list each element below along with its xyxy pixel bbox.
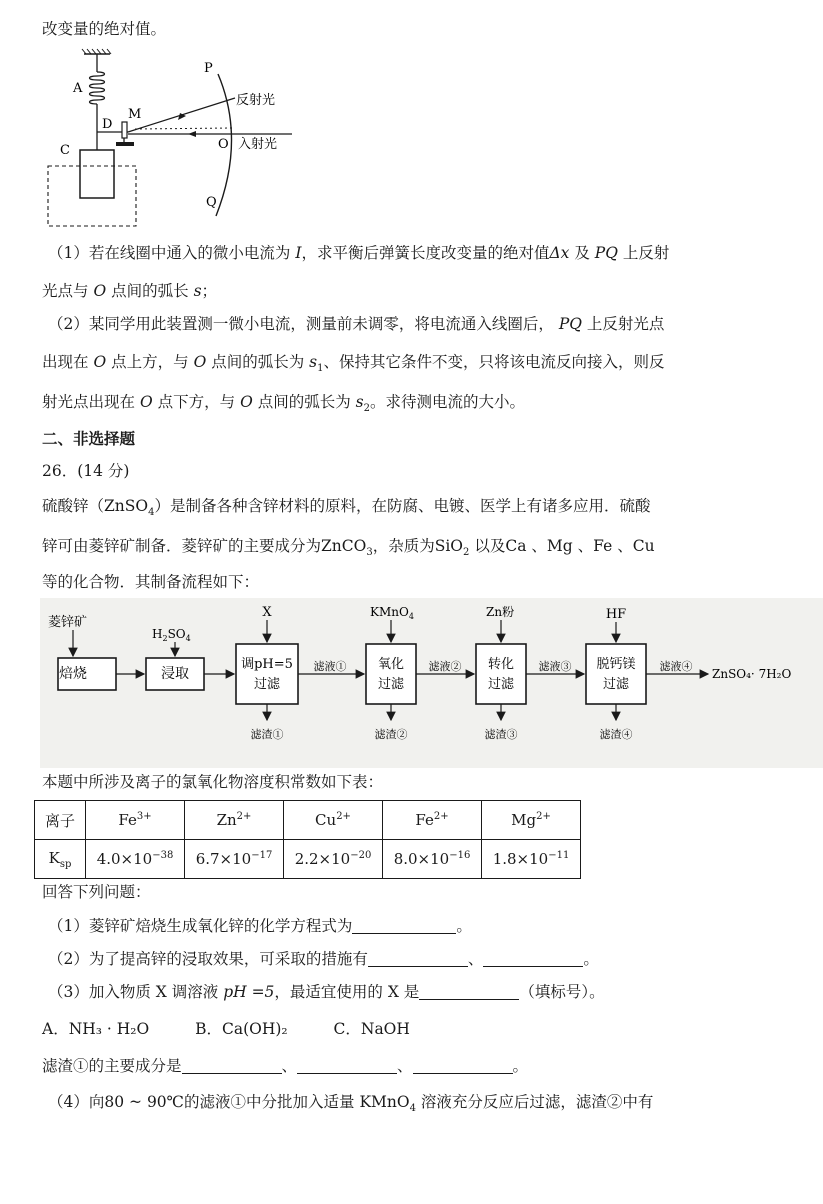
q1-line2: 光点与 O 点间的弧长 s； bbox=[42, 282, 218, 300]
box-decalcify: 脱钙镁 bbox=[596, 657, 636, 672]
label-O: O bbox=[218, 137, 229, 152]
input-x: X bbox=[262, 605, 272, 620]
label-C: C bbox=[60, 143, 70, 158]
a4-line: （4）向80 ~ 90℃的滤液①中分批加入适量 KMnO$_4$ 溶液充分反应后过滤，滤渣②中有 bbox=[48, 1093, 654, 1115]
box-adjust-ph: 调pH=5 bbox=[241, 657, 293, 672]
input-kmno4: KMnO$_4$ bbox=[370, 605, 414, 621]
table-cell: $Mg^{2+}$ bbox=[482, 801, 581, 840]
table-cell: $2.2\times 10^{-20}$ bbox=[284, 840, 383, 879]
filtrate-4: 滤液④ bbox=[659, 660, 693, 673]
table-row bbox=[35, 840, 581, 879]
product: ZnSO₄· 7H₂O bbox=[712, 667, 792, 681]
intro-line: 改变量的绝对值。 bbox=[42, 20, 167, 38]
section-title: 二、非选择题 bbox=[42, 430, 136, 448]
label-Q: Q bbox=[206, 195, 217, 210]
table-cell: $6.7\times 10^{-17}$ bbox=[185, 840, 284, 879]
residue-2: 滤渣② bbox=[374, 728, 408, 741]
a1-line: （1）菱锌矿焙烧生成氧化锌的化学方程式为 。 bbox=[48, 917, 472, 935]
answer-blank[interactable] bbox=[419, 983, 519, 1000]
box-convert: 转化 bbox=[487, 657, 515, 672]
answer-intro: 回答下列问题： bbox=[42, 883, 151, 901]
input-ore: 菱锌矿 bbox=[48, 615, 88, 630]
box-oxidize: 氧化 bbox=[377, 657, 405, 672]
option-a[interactable]: A．NH₃ · H₂O bbox=[42, 1020, 150, 1038]
input-hf: HF bbox=[605, 607, 627, 622]
label-incident: 入射光 bbox=[238, 137, 278, 152]
a3b-line: 滤渣①的主要成分是 、 、 。 bbox=[42, 1057, 529, 1075]
option-c[interactable]: C．NaOH bbox=[333, 1020, 410, 1038]
table-header-ion: 离子 bbox=[35, 801, 86, 840]
a3-line: （3）加入物质 X 调溶液 pH =5，最适宜使用的 X 是 （填标号）。 bbox=[48, 983, 605, 1001]
label-A: A bbox=[73, 81, 83, 96]
options-line bbox=[42, 1019, 410, 1039]
process-flowchart bbox=[40, 598, 823, 768]
q2-line2: 出现在 O 点上方，与 O 点间的弧长为 $s_1$、保持其它条件不变，只将该电流反向接入，则反 bbox=[42, 353, 665, 375]
q2-line3: 射光点出现在 O 点下方，与 O 点间的弧长为 $s_2$。求待测电流的大小。 bbox=[42, 393, 526, 415]
q2-line1: （2）某同学用此装置测一微小电流，测量前未调零，将电流通入线圈后， PQ 上反射光点 bbox=[48, 315, 665, 333]
table-cell: $8.0\times 10^{-16}$ bbox=[383, 840, 482, 879]
table-cell: $Fe^{2+}$ bbox=[383, 801, 482, 840]
a2-line: （2）为了提高锌的浸取效果，可采取的措施有 、 。 bbox=[48, 950, 599, 968]
input-h2so4: $H_2SO_4$ bbox=[152, 627, 191, 643]
residue-1: 滤渣① bbox=[250, 728, 284, 741]
answer-blank[interactable] bbox=[297, 1057, 397, 1074]
box-adjust-filter: 过滤 bbox=[253, 677, 281, 692]
label-P: P bbox=[204, 61, 213, 76]
answer-blank[interactable] bbox=[182, 1057, 282, 1074]
table-cell: $Cu^{2+}$ bbox=[284, 801, 383, 840]
para-line3: 等的化合物．其制备流程如下： bbox=[42, 573, 260, 591]
residue-3: 滤渣③ bbox=[484, 728, 518, 741]
filtrate-1: 滤液① bbox=[313, 660, 347, 673]
answer-blank[interactable] bbox=[483, 950, 583, 967]
label-reflected: 反射光 bbox=[236, 93, 276, 108]
q26-header: 26．(14 分) bbox=[42, 462, 130, 480]
input-zn: Zn粉 bbox=[486, 605, 515, 619]
q1-line1: （1）若在线圈中通入的微小电流为 I，求平衡后弹簧长度改变量的绝对值Δx 及 PQ 上反射 bbox=[48, 244, 670, 262]
table-intro: 本题中所涉及离子的氯氧化物溶度积常数如下表： bbox=[42, 773, 384, 791]
table-row bbox=[35, 801, 581, 840]
box-roast: 焙烧 bbox=[59, 666, 87, 682]
answer-blank[interactable] bbox=[368, 950, 468, 967]
answer-blank[interactable] bbox=[352, 917, 456, 934]
table-cell: $Zn^{2+}$ bbox=[185, 801, 284, 840]
box-oxidize-filter: 过滤 bbox=[377, 677, 405, 692]
para-line2: 锌可由菱锌矿制备．菱锌矿的主要成分为ZnCO$_3$，杂质为SiO$_2$ 以及Ca 、Mg 、Fe 、Cu bbox=[42, 537, 655, 559]
table-header-ksp: $K_{sp}$ bbox=[35, 840, 86, 879]
box-decalcify-filter: 过滤 bbox=[602, 677, 630, 692]
apparatus-figure bbox=[40, 46, 310, 235]
residue-4: 滤渣④ bbox=[599, 728, 633, 741]
filtrate-3: 滤液③ bbox=[538, 660, 572, 673]
box-leach: 浸取 bbox=[161, 666, 189, 682]
table-cell: $4.0\times 10^{-38}$ bbox=[86, 840, 185, 879]
answer-blank[interactable] bbox=[413, 1057, 513, 1074]
ksp-table bbox=[34, 800, 581, 879]
label-M: M bbox=[128, 107, 142, 122]
box-convert-filter: 过滤 bbox=[487, 677, 515, 692]
label-D: D bbox=[102, 117, 113, 132]
para-line1: 硫酸锌（ZnSO$_4$）是制备各种含锌材料的原料，在防腐、电镀、医学上有诸多应用．硫酸 bbox=[42, 497, 651, 519]
filtrate-2: 滤液② bbox=[428, 660, 462, 673]
table-cell: $Fe^{3+}$ bbox=[86, 801, 185, 840]
table-cell: $1.8\times 10^{-11}$ bbox=[482, 840, 581, 879]
option-b[interactable]: B．Ca(OH)₂ bbox=[195, 1020, 288, 1038]
